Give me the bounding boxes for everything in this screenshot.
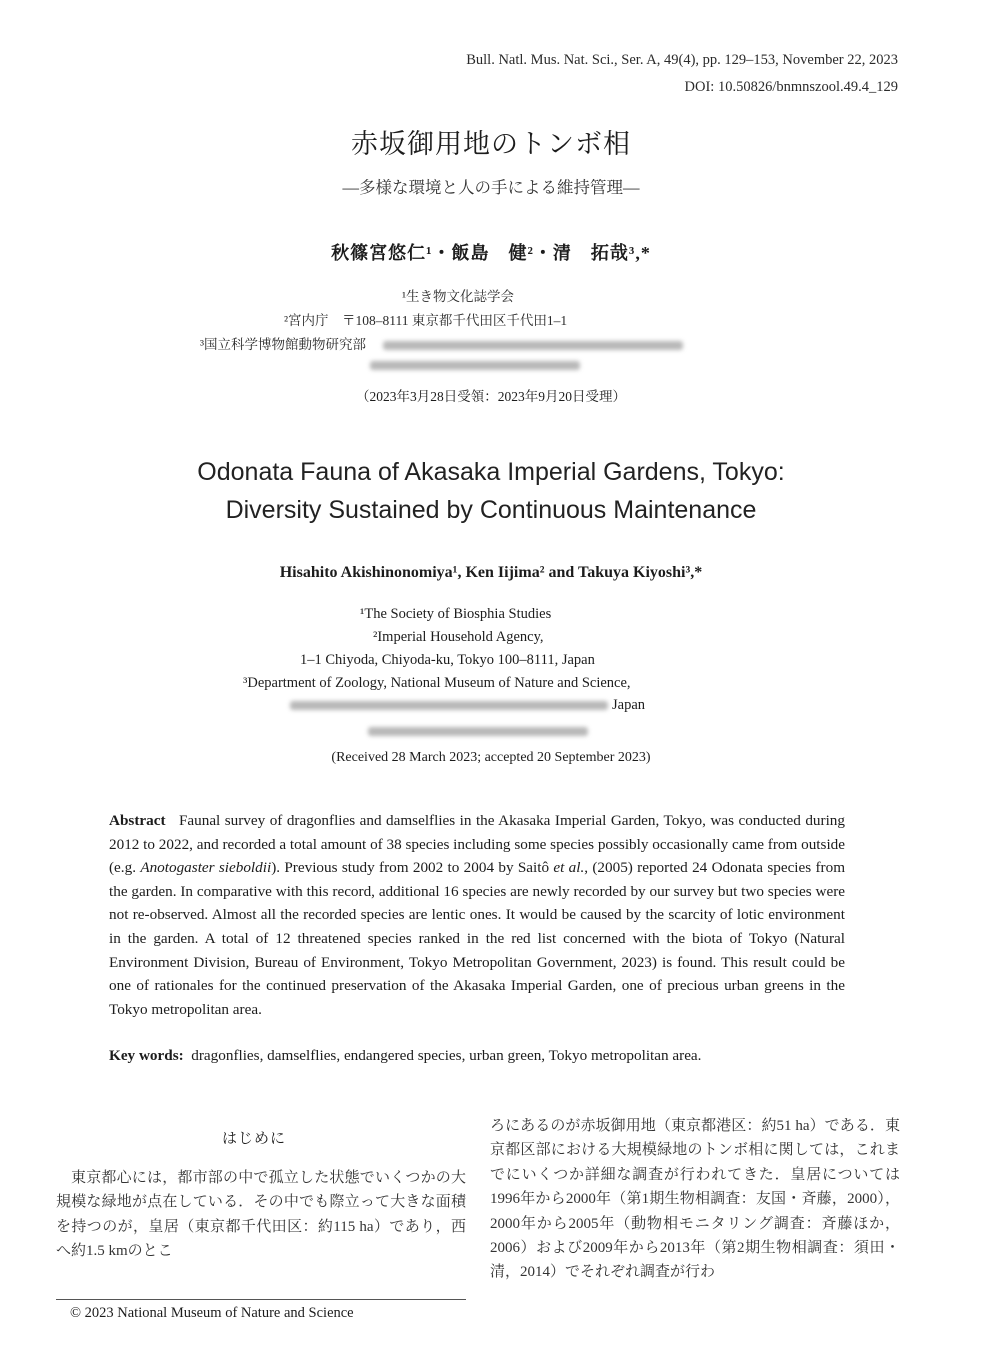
- jp-affiliation-3-text: ³国立科学博物館動物研究部: [200, 337, 367, 352]
- keywords-text: dragonflies, damselflies, endangered species, urban green, Tokyo metropolitan area.: [191, 1047, 702, 1064]
- abstract-label: Abstract: [109, 812, 166, 829]
- intro-heading: はじめに: [222, 1131, 287, 1147]
- redacted-address: [383, 341, 683, 350]
- abstract-etal: et al.: [553, 859, 585, 877]
- jp-affiliation-1: ¹生き物文化誌学会: [402, 289, 515, 304]
- en-affiliation-2: ²Imperial Household Agency,: [373, 629, 544, 645]
- intro-right-column: ろにあるのが赤坂御用地（東京都港区：約51 ha）である．東京都区部における大規模緑地のトンボ相に関しては，これまでにいくつか詳細な調査が行われてきた．皇居については1996年から2000年（第1期生物相調査：友国・斉藤，2000），2000年から2005年（動物相モニタリング調査：斉藤ほか，2006）および2009年から2013年（第2期生物相調査：須田・清，2014）でそれぞれ調査が行わ: [490, 1118, 900, 1281]
- en-redacted-email: [368, 722, 588, 740]
- en-affiliation-country: Japan: [612, 697, 646, 713]
- jp-affiliation-3: [200, 333, 683, 353]
- abstract-text-b: ). Previous study from 2002 to 2004 by Saitô: [271, 859, 550, 877]
- jp-authors: 秋篠宮悠仁¹・飯島 健²・清 拓哉³,*: [331, 243, 651, 263]
- jp-redacted-email: [370, 356, 580, 374]
- keywords: [109, 1047, 845, 1065]
- footnote-divider: [56, 1299, 466, 1300]
- en-affiliation-3: 1–1 Chiyoda, Chiyoda-ku, Tokyo 100–8111, Japan: [300, 652, 595, 668]
- en-received: (Received 28 March 2023; accepted 20 September 2023): [331, 750, 651, 765]
- abstract-text-a: Faunal survey of dragonflies and damselflies in the Akasaka Imperial Garden, Tokyo, was conducted during 2012 to 2022, and recorded a total amount of 38 species including some species possibly occasionally came from outside (e.g.: [109, 812, 845, 877]
- jp-received: （2023年3月28日受領：2023年9月20日受理）: [356, 389, 626, 404]
- en-title: [0, 453, 982, 529]
- en-title-line-1: Odonata Fauna of Akasaka Imperial Gardens, Tokyo:: [197, 458, 785, 486]
- abstract: [109, 809, 845, 1021]
- redacted-email-en: [368, 727, 588, 736]
- doi: DOI: 10.50826/bnmnszool.49.4_129: [684, 79, 898, 95]
- redacted-address-en: [290, 701, 608, 710]
- redacted-email: [370, 361, 580, 370]
- intro-left-column: 東京都心には，都市部の中で孤立した状態でいくつかの大規模な緑地が点在している．その中でも際立って大きな面積を持つのが，皇居（東京都千代田区：約115 ha）であり，西へ約1.5 kmのとこ: [56, 1170, 466, 1260]
- abstract-text-c: , (2005) reported 24 Odonata species from the garden. In comparative with this record, additional 16 species are newly recorded by our survey but two species were not re-observed. Almost all the recorded species are lentic ones. It would be caused by the scarcity of lotic environment in the garden. A total of 12 threatened species ranked in the red list concerned with the biota of Tokyo (Natural Environment Division, Bureau of Environment, Tokyo Metropolitan Government, 2023) is found. This result could be one of rationales for the continued preservation of the Akasaka Imperial Garden, one of precious urban greens in the Tokyo metropolitan area.: [109, 859, 846, 1018]
- en-affiliation-1: ¹The Society of Biosphia Studies: [360, 606, 552, 622]
- jp-title: 赤坂御用地のトンボ相: [351, 129, 631, 159]
- keywords-label: Key words:: [109, 1047, 184, 1064]
- en-authors: Hisahito Akishinonomiya¹, Ken Iijima² and Takuya Kiyoshi³,*: [279, 564, 703, 581]
- en-affiliation-4: ³Department of Zoology, National Museum of Nature and Science,: [243, 675, 631, 691]
- copyright: © 2023 National Museum of Nature and Science: [70, 1305, 354, 1321]
- en-title-line-2: Diversity Sustained by Continuous Maintenance: [225, 496, 757, 524]
- jp-affiliation-2: ²宮内庁 〒108–8111 東京都千代田区千代田1–1: [284, 313, 568, 328]
- abstract-species: Anotogaster sieboldii: [140, 859, 272, 877]
- jp-subtitle: —多様な環境と人の手による維持管理—: [342, 178, 640, 197]
- en-affiliation-5: [290, 694, 645, 717]
- citation: Bull. Natl. Mus. Nat. Sci., Ser. A, 49(4), pp. 129–153, November 22, 2023: [466, 52, 898, 68]
